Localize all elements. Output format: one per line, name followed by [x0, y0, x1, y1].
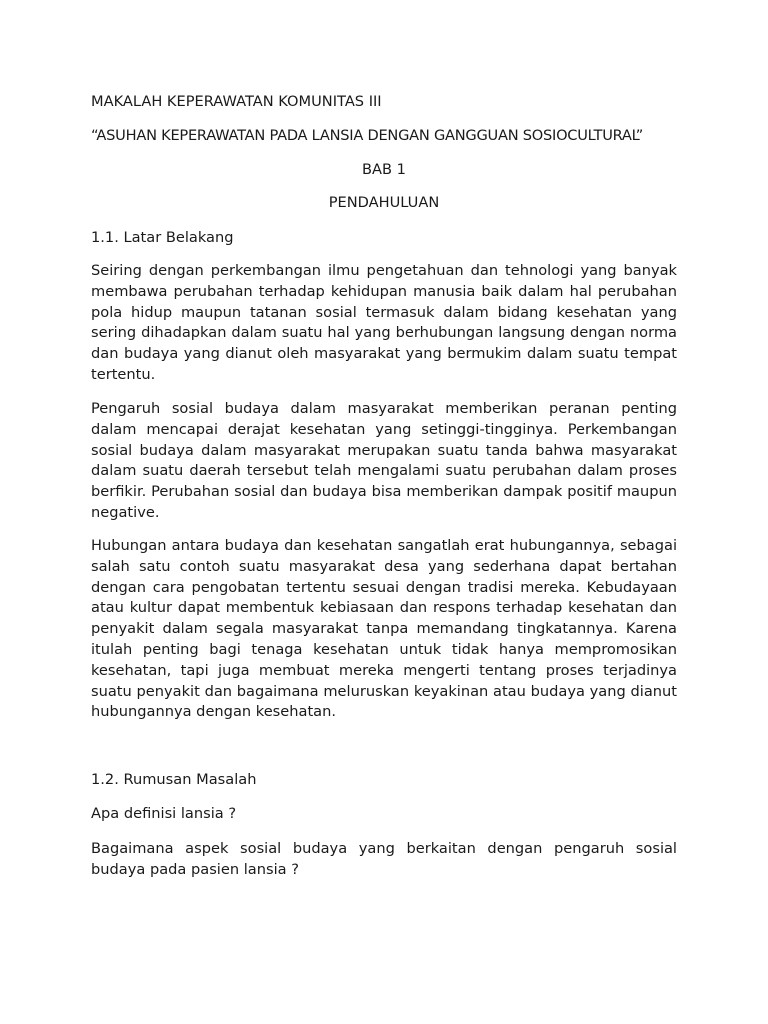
- chapter-number: BAB 1: [362, 161, 406, 178]
- question-1: Apa definisi lansia ?: [91, 805, 237, 822]
- section-heading-latar-belakang: 1.1. Latar Belakang: [91, 229, 234, 246]
- paragraph-2: Pengaruh sosial budaya dalam masyarakat memberikan peranan penting dalam mencapai derajat kesehatan yang setinggi-tingginya. Perkembangan sosial budaya dalam masyarakat merupakan suatu tanda bahwa masyarakat dalam suatu daerah tersebut telah mengalami suatu perubahan dalam proses berfikir. Perubahan sosial dan budaya bisa memberikan dampak positif maupun negative.: [91, 400, 677, 521]
- paragraph-1: Seiring dengan perkembangan ilmu pengetahuan dan tehnologi yang banyak membawa perubahan terhadap kehidupan manusia baik dalam hal perubahan pola hidup maupun tatanan sosial termasuk dalam bidang kesehatan yang sering dihadapkan dalam suatu hal yang berhubungan langsung dengan norma dan budaya yang dianut oleh masyarakat yang bermukim dalam suatu tempat tertentu.: [91, 262, 677, 383]
- document-title: “ASUHAN KEPERAWATAN PADA LANSIA DENGAN GANGGUAN SOSIOCULTURAL”: [91, 127, 644, 144]
- question-2: Bagaimana aspek sosial budaya yang berkaitan dengan pengaruh sosial budaya pada pasien lansia ?: [91, 840, 677, 878]
- section-heading-rumusan-masalah: 1.2. Rumusan Masalah: [91, 771, 257, 788]
- paragraph-3: Hubungan antara budaya dan kesehatan sangatlah erat hubungannya, sebagai salah satu contoh suatu masyarakat desa yang sederhana dapat bertahan dengan cara pengobatan tertentu sesuai dengan tradisi mereka. Kebudayaan atau kultur dapat membentuk kebiasaan dan respons terhadap kesehatan dan penyakit dalam segala masyarakat tanpa memandang tingkatannya. Karena itulah penting bagi tenaga kesehatan untuk tidak hanya mempromosikan kesehatan, tapi juga membuat mereka mengerti tentang proses terjadinya suatu penyakit dan bagaimana meluruskan keyakinan atau budaya yang dianut hubungannya dengan kesehatan.: [91, 537, 677, 721]
- chapter-title: PENDAHULUAN: [328, 194, 440, 211]
- document-header-line: MAKALAH KEPERAWATAN KOMUNITAS III: [91, 93, 382, 110]
